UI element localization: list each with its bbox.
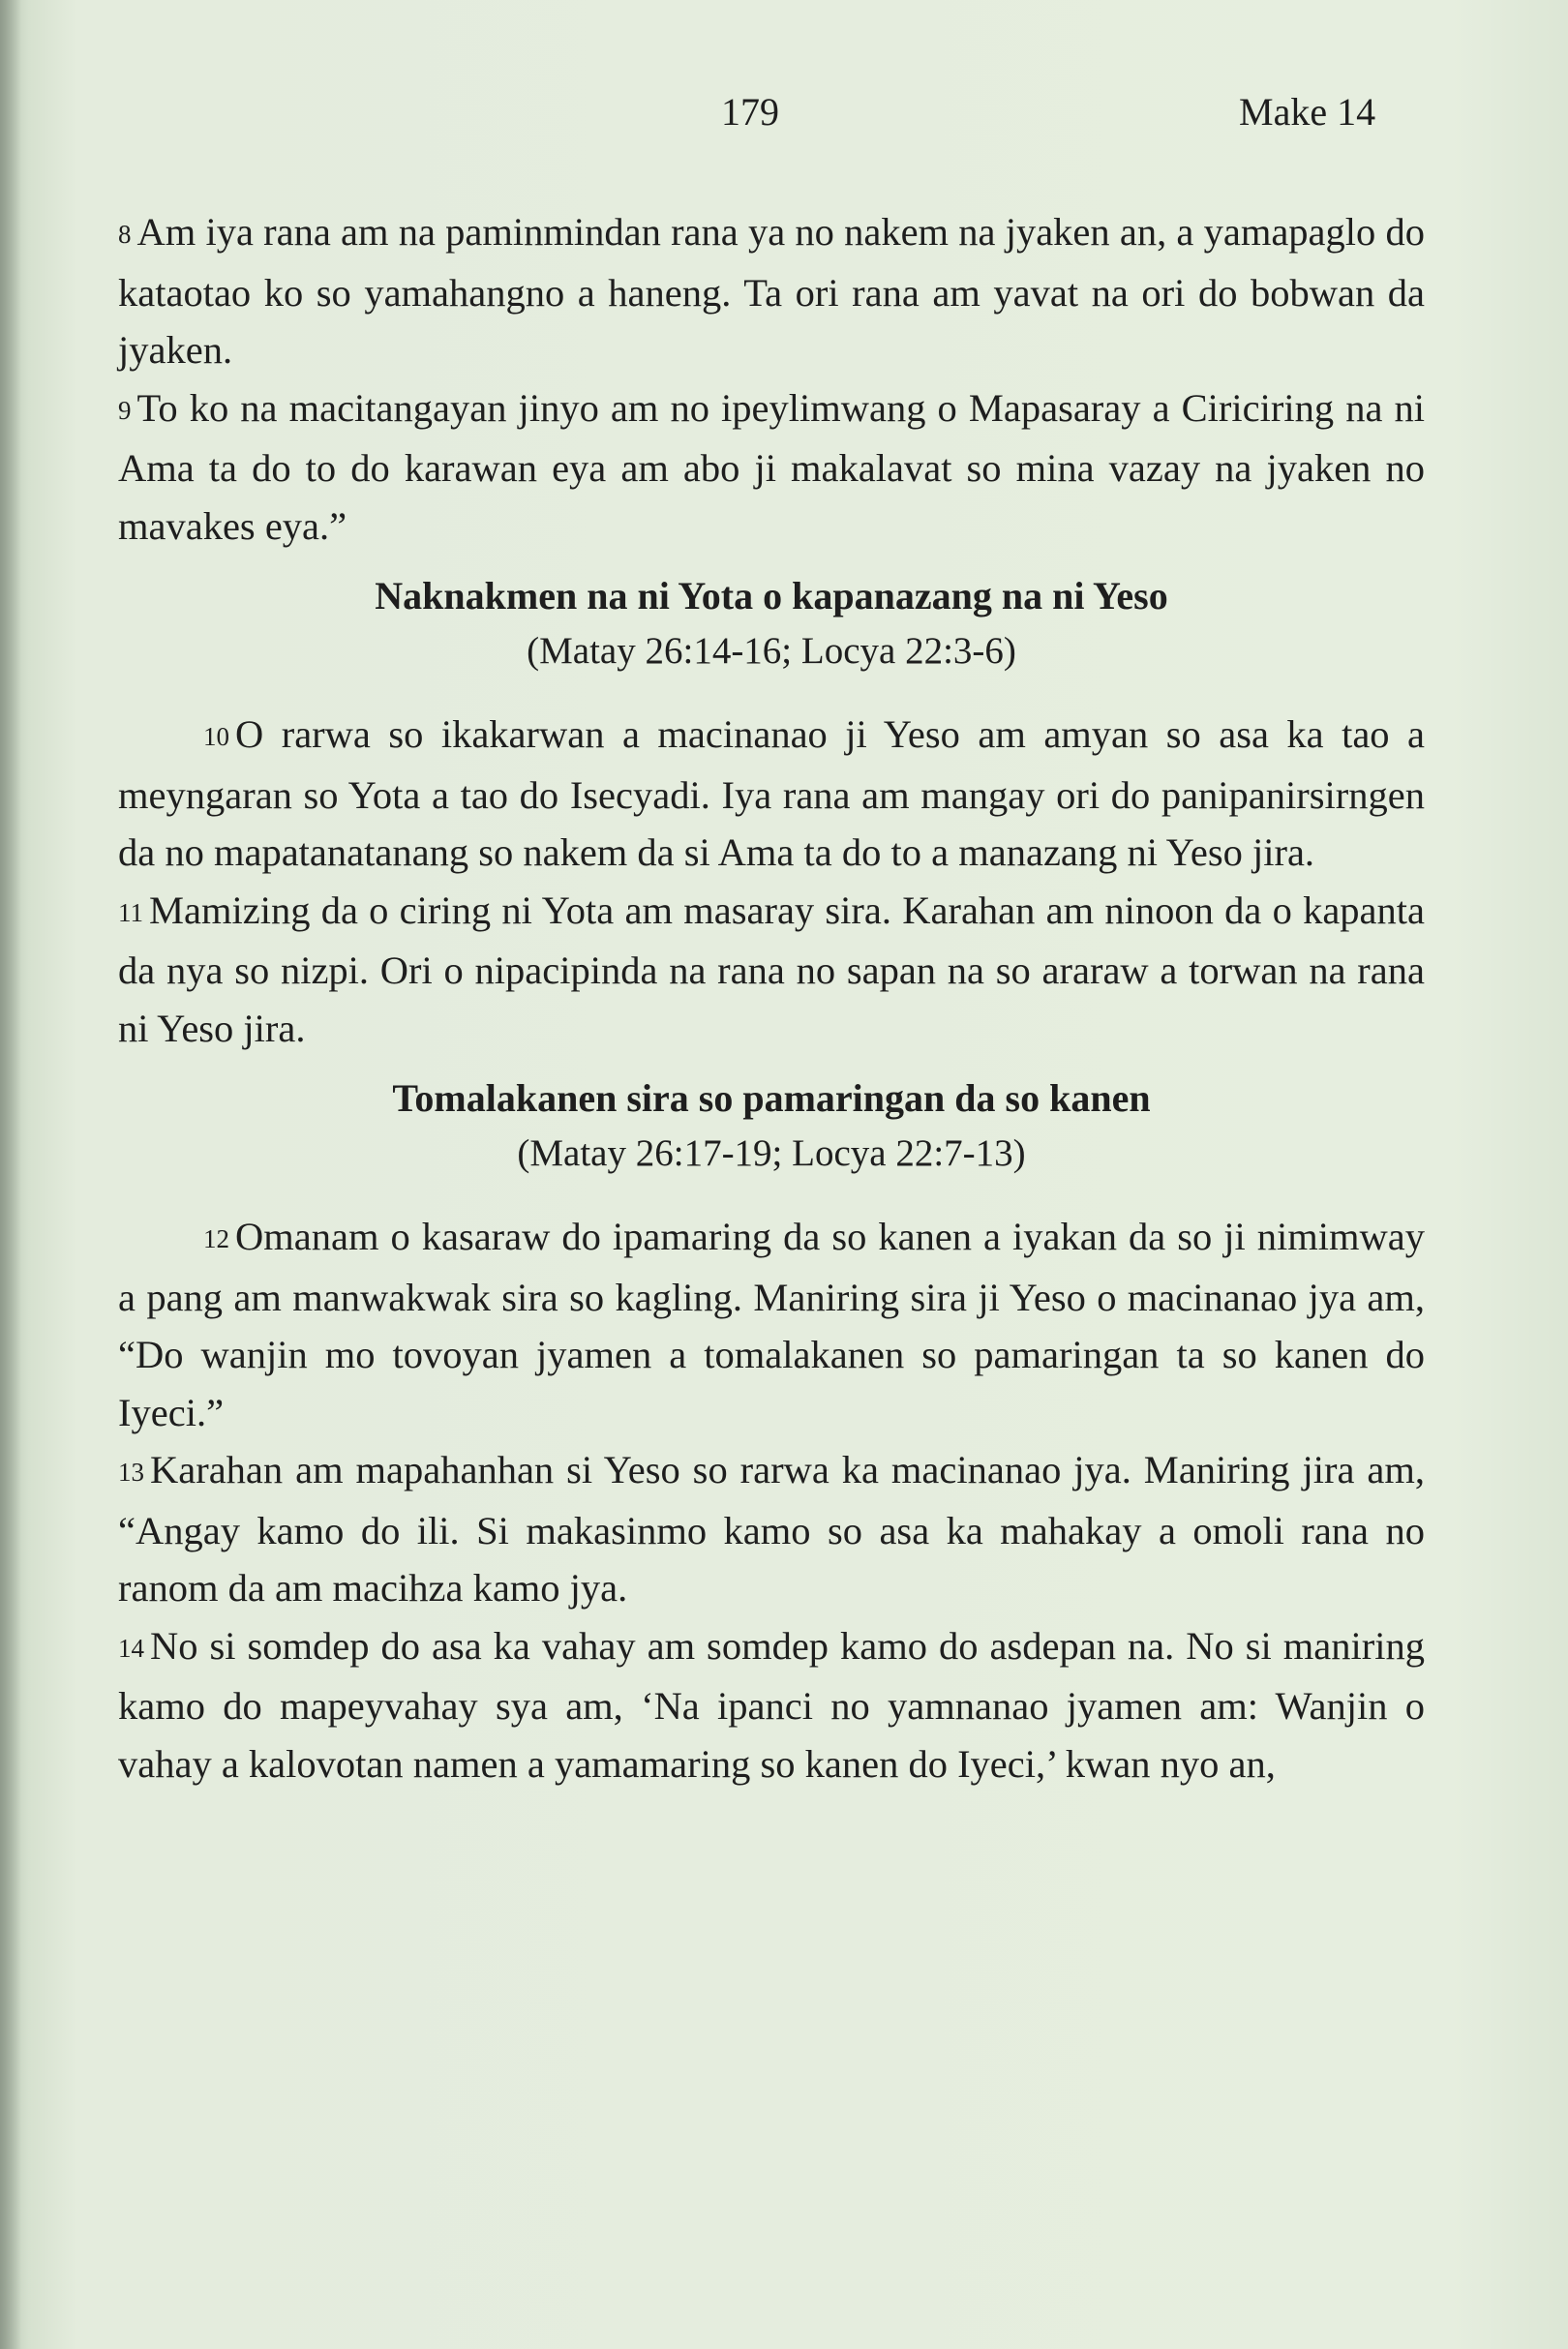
verse-number: 10 — [203, 722, 229, 751]
verse-10 — [118, 706, 1425, 882]
verse-number: 11 — [118, 897, 143, 927]
page-content — [118, 203, 1425, 1792]
verse-text: Am iya rana am na paminmindan rana ya no nakem na jyaken an, a yamapaglo do kataotao ko so yamahangno a haneng. Ta ori rana am yavat na ori do bobwan da jyaken. — [118, 210, 1425, 372]
verse-12 — [118, 1208, 1425, 1441]
verse-text: Mamizing da o ciring ni Yota am masaray sira. Karahan am ninoon da o kapanta da nya so nizpi. Ori o nipacipinda na rana no sapan na so araraw a torwan na rana ni Yeso jira. — [118, 888, 1425, 1050]
verse-text: O rarwa so ikakarwan a macinanao ji Yeso am amyan so asa ka tao a meyngaran so Yota a tao do Isecyadi. Iya rana am mangay ori do panipanirsirngen da no mapatanatanang so nakem da si Ama ta do to a manazang ni Yeso jira. — [118, 712, 1425, 874]
verse-text: No si somdep do asa ka vahay am somdep kamo do asdepan na. No si maniring kamo do mapeyvahay sya am, ‘Na ipanci no yamnanao jyamen am: Wanjin o vahay a kalovotan namen a yamamaring so kanen do Iyeci,’ kwan nyo an, — [118, 1623, 1425, 1786]
verse-13 — [118, 1441, 1425, 1617]
verse-number: 9 — [118, 395, 132, 425]
verse-number: 12 — [203, 1224, 229, 1253]
verse-8 — [118, 203, 1425, 379]
verse-text: To ko na macitangayan jinyo am no ipeylimwang o Mapasaray a Ciriciring na ni Ama ta do to do karawan eya am abo ji makalavat so mina vazay na jyaken no mavakes eya.” — [118, 385, 1425, 548]
page-number: 179 — [721, 90, 779, 134]
section-reference-yota: (Matay 26:14-16; Locya 22:3-6) — [527, 630, 1016, 672]
verse-text: Karahan am mapahanhan si Yeso so rarwa ka macinanao jya. Maniring jira am, “Angay kamo do ili. Si makasinmo kamo so asa ka mahakay a omoli rana no ranom da am macihza kamo jya. — [118, 1448, 1425, 1610]
binding-shadow — [0, 0, 21, 2349]
verse-text: Omanam o kasaraw do ipamaring da so kanen a iyakan da so ji nimimway a pang am manwakwak sira so kagling. Maniring sira ji Yeso o macinanao jya am, “Do wanjin mo tovoyan jyamen a tomalakanen so pamaringan ta so kanen do Iyeci.” — [118, 1215, 1425, 1434]
verse-11 — [118, 882, 1425, 1058]
verse-number: 14 — [118, 1633, 144, 1663]
verse-9 — [118, 379, 1425, 556]
verse-number: 8 — [118, 220, 132, 249]
running-head: Make 14 — [1239, 90, 1376, 134]
section-heading-pamaringan: Tomalakanen sira so pamaringan da so kanen — [392, 1076, 1151, 1120]
section-heading-yota: Naknakmen na ni Yota o kapanazang na ni Yeso — [375, 574, 1168, 617]
section-reference-pamaringan: (Matay 26:17-19; Locya 22:7-13) — [517, 1132, 1026, 1174]
page-header — [0, 89, 1568, 147]
verse-14 — [118, 1617, 1425, 1793]
verse-number: 13 — [118, 1458, 144, 1487]
